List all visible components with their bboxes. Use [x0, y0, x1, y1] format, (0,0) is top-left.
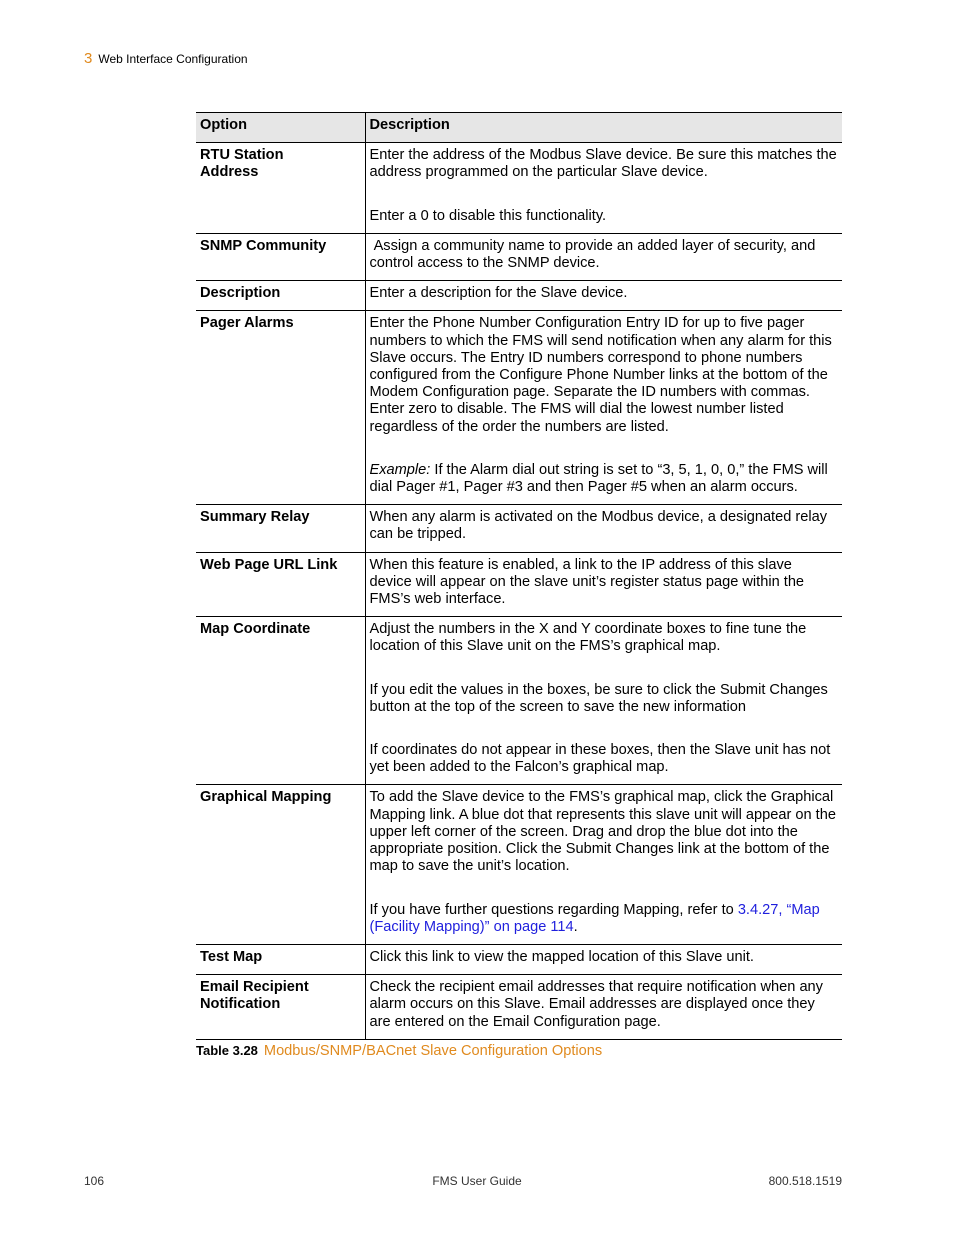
- description-text: Enter the address of the Modbus Slave device. Be sure this matches the address programmed on the particular Slave device.: [369, 147, 837, 181]
- footer-phone: 800.518.1519: [768, 1174, 842, 1188]
- example-text: If the Alarm dial out string is set to “3, 5, 1, 0, 0,” the FMS will dial Pager #1, Pager #3 and then Pager #5 when an alarm occurs.: [369, 461, 828, 496]
- table-row: [196, 143, 842, 234]
- options-table: [196, 112, 842, 1040]
- description-text: Enter a description for the Slave device.: [369, 285, 628, 302]
- description-text: If coordinates do not appear in these boxes, then the Slave unit has not yet been added to the Falcon’s graphical map.: [369, 742, 831, 776]
- table-row: [196, 552, 842, 617]
- option-cell: Pager Alarms: [196, 311, 365, 505]
- description-cell: [365, 552, 842, 617]
- description-text: When any alarm is activated on the Modbus device, a designated relay can be tripped.: [369, 509, 828, 543]
- reference-paragraph: [370, 902, 839, 936]
- description-cell: [365, 143, 842, 234]
- table-row: [196, 617, 842, 785]
- description-cell: [365, 785, 842, 944]
- description-text: Enter a 0 to disable this functionality.: [369, 207, 607, 224]
- column-header-option: Option: [196, 113, 365, 143]
- option-cell: Description: [196, 281, 365, 311]
- description-text: To add the Slave device to the FMS’s graphical map, click the Graphical Mapping link. A blue dot that represents this slave unit will appear on the upper left corner of the screen. Drag and drop the blue dot into the appropriate position. Click the Submit Changes link at the bottom of the map to save the unit’s location.: [369, 789, 836, 875]
- description-text: Check the recipient email addresses that require notification when any alarm occurs on this Slave. Email addresses are displayed once they are entered on the Email Configuration page.: [369, 979, 823, 1030]
- option-cell: Email Recipient Notification: [196, 975, 365, 1040]
- description-cell: [365, 505, 842, 552]
- description-text: Click this link to view the mapped location of this Slave unit.: [369, 948, 754, 965]
- table-caption: [196, 1043, 602, 1059]
- reference-suffix: .: [573, 918, 578, 935]
- cross-reference-link[interactable]: 3.4.27, “Map (Facility Mapping)” on page 114: [369, 901, 820, 935]
- table-header-row: [196, 113, 842, 143]
- description-text: Assign a community name to provide an added layer of security, and control access to the SNMP device.: [369, 237, 820, 272]
- description-cell: [365, 281, 842, 311]
- caption-number: Table 3.28: [196, 1043, 258, 1058]
- page-header: [84, 50, 248, 67]
- caption-text: Modbus/SNMP/BACnet Slave Configuration Options: [263, 1043, 603, 1059]
- description-text: Enter the Phone Number Configuration Entry ID for up to five pager numbers to which the FMS will send notification when any alarm for this Slave occurs. The Entry ID numbers correspond to phone numbers configured from the Configure Phone Number links at the bottom of the Modem Configuration page. Separate the ID numbers with commas. Enter zero to disable. The FMS will dial the lowest number listed regardless of the order the numbers are listed.: [369, 315, 832, 435]
- option-cell: SNMP Community: [196, 233, 365, 280]
- option-cell: Summary Relay: [196, 505, 365, 552]
- description-cell: [365, 617, 842, 785]
- page-number: 106: [84, 1174, 105, 1188]
- option-cell: RTU Station Address: [196, 143, 365, 234]
- table-row: [196, 281, 842, 311]
- table-row: [196, 785, 842, 944]
- description-cell: [365, 311, 842, 505]
- description-text: When this feature is enabled, a link to the IP address of this slave device will appear on the slave unit’s register status page within the FMS’s web interface.: [369, 556, 805, 608]
- description-cell: [365, 944, 842, 974]
- table-row: [196, 944, 842, 974]
- reference-prefix: If you have further questions regarding Mapping, refer to: [369, 901, 738, 918]
- footer-guide-title: FMS User Guide: [432, 1174, 522, 1188]
- chapter-number: 3: [84, 50, 93, 67]
- table-row: [196, 233, 842, 280]
- column-header-description: Description: [365, 113, 842, 143]
- table-row: [196, 505, 842, 552]
- option-cell: Graphical Mapping: [196, 785, 365, 944]
- table-row: [196, 311, 842, 505]
- description-text: Adjust the numbers in the X and Y coordinate boxes to fine tune the location of this Slave unit on the FMS’s graphical map.: [369, 621, 807, 655]
- option-cell: Test Map: [196, 944, 365, 974]
- description-text: If you edit the values in the boxes, be sure to click the Submit Changes button at the top of the screen to save the new information: [369, 681, 828, 715]
- description-cell: [365, 233, 842, 280]
- chapter-title: Web Interface Configuration: [98, 52, 248, 66]
- example-paragraph: [370, 462, 839, 496]
- option-cell: Map Coordinate: [196, 617, 365, 785]
- description-cell: [365, 975, 842, 1040]
- option-cell: Web Page URL Link: [196, 552, 365, 617]
- example-label: Example:: [369, 461, 431, 478]
- table-row: [196, 975, 842, 1040]
